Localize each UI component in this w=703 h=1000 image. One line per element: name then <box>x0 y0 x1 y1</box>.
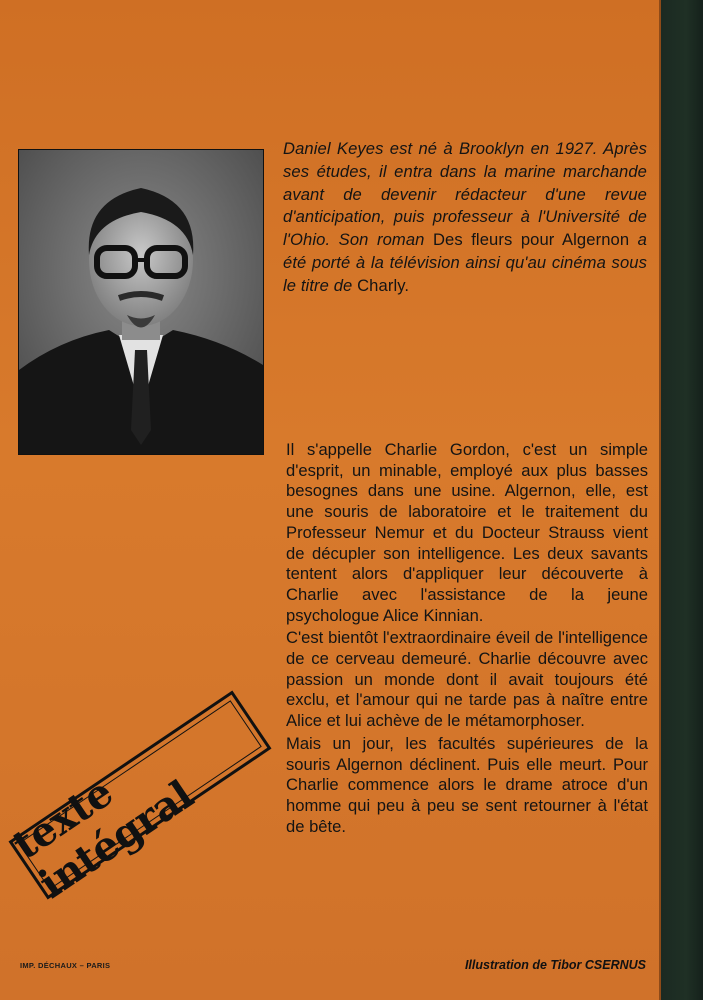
synopsis-paragraph: Il s'appelle Charlie Gordon, c'est un simple d'esprit, un minable, employé aux plus basses besognes dans une usine. Algernon, elle, est une souris de laboratoire et le traitement du Professeur Nemur et du Docteur Strauss vient de décupler son intelligence. Les deux savants tentent alors d'appliquer leur découverte à Charlie avec l'assistance de la jeune psychologue Alice Kinnian. <box>286 440 648 625</box>
author-photo <box>18 149 264 455</box>
synopsis-paragraph: C'est bientôt l'extraordinaire éveil de l'intelligence de ce cerveau demeuré. Charlie découvre avec passion un monde dont il avait toujours été exclu, et l'amour qui ne tarde pas à naître entre Alice et lui achève de le métamorphoser. <box>286 628 648 731</box>
stamp-label: texte intégral <box>4 768 202 908</box>
printer-imprint: IMP. DÉCHAUX – PARIS <box>20 961 111 970</box>
author-biography <box>283 138 647 298</box>
bio-text-part2: a été porté à la télévision ainsi qu'au cinéma sous le titre de <box>283 230 647 295</box>
film-title: Charly. <box>357 275 410 295</box>
book-synopsis <box>286 440 648 839</box>
book-spine <box>661 0 703 1000</box>
synopsis-paragraph: Mais un jour, les facultés supérieures de la souris Algernon déclinent. Puis elle meurt. Pour Charlie commence alors le drame atroce d'un homme qui peu à peu se sent retourner à l'état de bête. <box>286 733 648 836</box>
book-title: Des fleurs pour Algernon <box>432 230 630 250</box>
illustration-credit: Illustration de Tibor CSERNUS <box>464 958 646 972</box>
bio-text-part1: Daniel Keyes est né à Brooklyn en 1927. Après ses études, il entra dans la marine marchande avant de devenir rédacteur d'une revue d'anticipation, puis professeur à l'Université de l'Ohio. Son roman <box>283 139 647 250</box>
